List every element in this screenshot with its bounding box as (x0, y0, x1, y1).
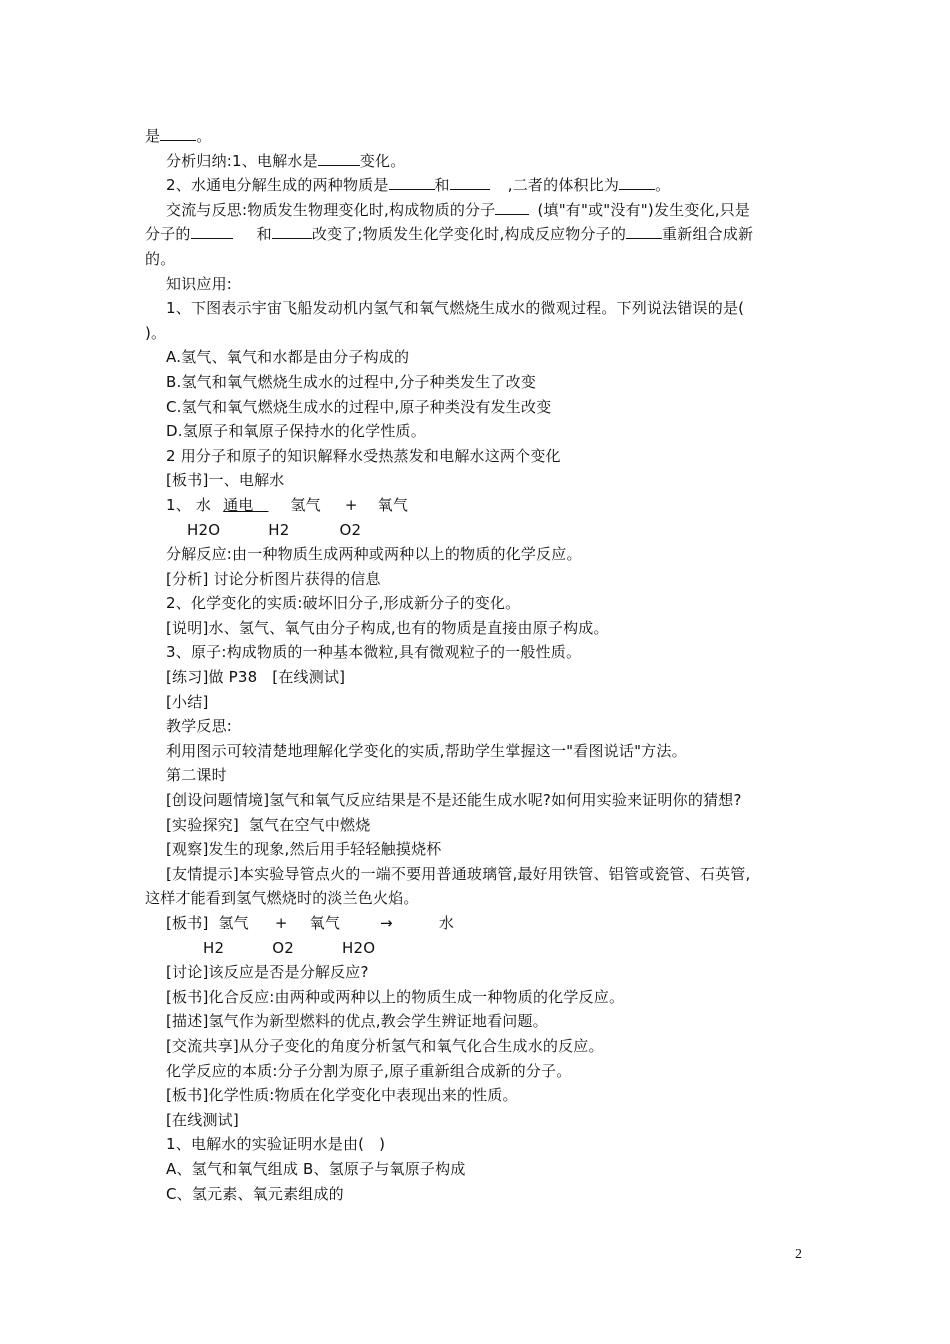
text-line: [实验探究] 氢气在空气中燃烧 (166, 815, 371, 834)
option-c: C.氢气和氧气燃烧生成水的过程中,原子种类没有发生改变 (166, 397, 552, 416)
board-heading: [板书]一、电解水 (166, 471, 285, 490)
blank-underline (318, 149, 360, 166)
formula-line (145, 518, 811, 543)
text-run: 氧气 (309, 914, 341, 932)
text-line: [创设问题情境]氢气和氧气反应结果是不是还能生成水呢?如何用实验来证明你的猜想? (166, 791, 742, 810)
arrow: → (380, 914, 393, 932)
text-line: [分析] 讨论分析图片获得的信息 (166, 569, 381, 588)
text-line (145, 198, 811, 223)
text-run: [板书] 氢气 (166, 914, 249, 932)
page-number: 2 (795, 1247, 802, 1262)
text-line (145, 149, 811, 174)
blank-underline (191, 222, 233, 239)
quiz-option: A、氢气和氧气组成 B、氢原子与氧原子构成 (166, 1159, 466, 1178)
blank-underline (389, 173, 435, 190)
plus-sign: + (274, 914, 288, 932)
text-line: [练习]做 P38 [在线测试] (166, 668, 346, 687)
question-2: 2 用分子和原子的知识解释水受热蒸发和电解水这两个变化 (166, 446, 561, 465)
text-run: 和 (256, 225, 272, 244)
text-run: (填"有"或"没有")发生变化,只是 (537, 200, 751, 219)
text-run: 交流与反思:物质发生物理变化时,构成物质的分子 (166, 200, 496, 219)
text-line (145, 173, 811, 198)
text-run: 和 (434, 176, 450, 195)
formula: H2O (342, 938, 376, 957)
text-run: 分析归纳:1、电解水是 (166, 151, 318, 170)
text-run: 改变了;物质发生化学变化时,构成反应物分子的 (311, 225, 627, 244)
text-line: [小结] (166, 692, 209, 711)
quiz-option: C、氢元素、氧元素组成的 (166, 1184, 344, 1203)
text-line: 2、化学变化的实质:破坏旧分子,形成新分子的变化。 (166, 594, 521, 613)
text-line: 化学反应的本质:分子分割为原子,原子重新组合成新的分子。 (166, 1061, 572, 1080)
blank-underline (272, 222, 312, 239)
formula-line (145, 936, 811, 961)
question-1: 1、下图表示宇宙飞船发动机内氢气和氧气燃烧生成水的微观过程。下列说法错误的是( (166, 299, 745, 318)
text-line: [说明]水、氢气、氧气由分子构成,也有的物质是直接由原子构成。 (166, 618, 609, 637)
formula: H2 (268, 520, 290, 539)
section-heading: 知识应用: (166, 274, 233, 293)
text-line: )。 (145, 323, 167, 342)
text-line: [交流共享]从分子变化的角度分析氢气和氧气化合生成水的反应。 (166, 1036, 604, 1055)
text-line: [观察]发生的现象,然后用手轻轻触摸烧杯 (166, 840, 442, 859)
quiz-question: 1、电解水的实验证明水是由( ) (166, 1135, 386, 1154)
text-line: 分解反应:由一种物质生成两种或两种以上的物质的化学反应。 (166, 545, 582, 564)
text-line: 3、原子:构成物质的一种基本微粒,具有微观粒子的一般性质。 (166, 643, 582, 662)
text-run: ,二者的体积比为 (507, 176, 620, 195)
text-line: [讨论]该反应是否是分解反应? (166, 963, 369, 982)
blank-underline (160, 124, 196, 141)
option-d: D.氢原子和氧原子保持水的化学性质。 (166, 422, 426, 441)
text-line: 的。 (145, 249, 176, 268)
text-line: [描述]氢气作为新型燃料的优点,教会学生辨证地看问题。 (166, 1012, 548, 1031)
text-line: 是 。 (145, 124, 811, 149)
text-run: 氢气 (290, 495, 321, 514)
text-run: 水 (438, 914, 455, 932)
text-line (145, 222, 811, 247)
blank-underline (619, 173, 655, 190)
option-a: A.氢气、氧气和水都是由分子构成的 (166, 348, 410, 367)
text-line: [友情提示]本实验导管点火的一端不要用普通玻璃管,最好用铁管、铝管或瓷管、石英管, (166, 864, 751, 883)
reaction-condition: 通电 (223, 495, 254, 514)
plus-sign: + (344, 495, 358, 514)
formula: H2 (203, 938, 225, 957)
text-line: [板书]化合反应:由两种或两种以上的物质生成一种物质的化学反应。 (166, 987, 625, 1006)
text-line: 利用图示可较清楚地理解化学变化的实质,帮助学生掌握这一"看图说话"方法。 (166, 741, 687, 760)
lesson-heading: 第二课时 (166, 766, 227, 785)
formula: H2O (187, 520, 221, 539)
text-run: 。 (655, 176, 671, 195)
option-b: B.氢气和氧气燃烧生成水的过程中,分子种类发生了改变 (166, 372, 537, 391)
text-run: 分子的 (145, 225, 191, 244)
blank-underline (495, 198, 529, 215)
body-text (145, 124, 811, 1206)
text-run: 氧气 (377, 495, 409, 514)
text-run: 2、水通电分解生成的两种物质是 (166, 176, 389, 195)
blank-underline (626, 222, 662, 239)
equation-combustion (145, 911, 811, 936)
text-run: 是 (145, 127, 161, 145)
text-line: [板书]化学性质:物质在化学变化中表现出来的性质。 (166, 1086, 518, 1105)
formula: O2 (272, 938, 294, 957)
text-line: 这样才能看到氢气燃烧时的淡兰色火焰。 (145, 889, 419, 908)
text-run: 1、 水 (166, 495, 212, 514)
text-run: 重新组合成新 (662, 225, 754, 244)
blank-underline (450, 173, 490, 190)
equation-electrolysis (145, 493, 811, 518)
text-run: 变化。 (359, 151, 406, 170)
text-line: [在线测试] (166, 1110, 239, 1129)
text-line: 教学反思: (166, 717, 233, 736)
formula: O2 (339, 520, 362, 539)
